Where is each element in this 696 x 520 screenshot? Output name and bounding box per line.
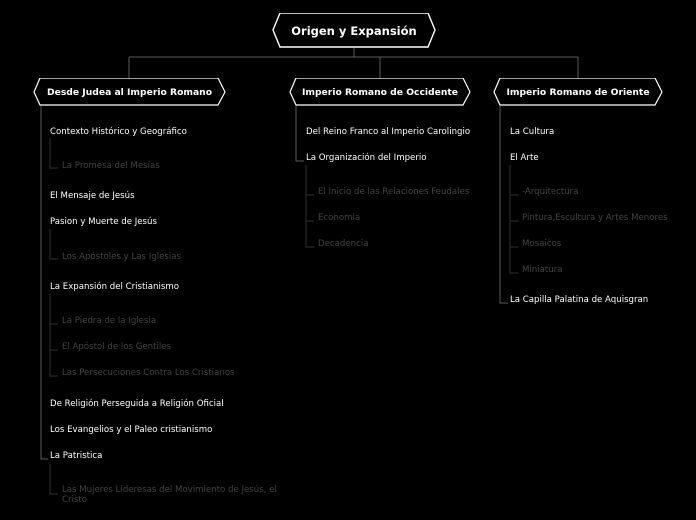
subtopic-economia[interactable]: Economia	[318, 213, 361, 223]
topic-contexto[interactable]: Contexto Histórico y Geográfico	[50, 127, 187, 137]
topic-patristica[interactable]: La Patristica	[50, 451, 103, 461]
topic-cultura[interactable]: La Cultura	[510, 127, 555, 137]
connector-5	[41, 106, 48, 459]
branch-occidente[interactable]: Imperio Romano de Occidente	[301, 86, 459, 98]
root-node[interactable]: Origen y Expansión	[291, 23, 417, 38]
connector-16	[500, 106, 508, 303]
connector-7	[50, 229, 58, 259]
subtopic-mosaicos[interactable]: Mosaicos	[522, 239, 562, 249]
topic-reino-franco[interactable]: Del Reino Franco al Imperio Carolingio	[306, 127, 471, 137]
connector-11	[50, 463, 58, 494]
connector-6	[50, 138, 58, 168]
topic-expansion[interactable]: La Expansión del Cristianismo	[50, 282, 179, 292]
connector-17	[510, 165, 518, 273]
topic-pasion[interactable]: Pasion y Muerte de Jesús	[50, 217, 157, 227]
topic-arte[interactable]: El Arte	[510, 153, 539, 163]
subtopic-relaciones-feudales[interactable]: El Inicio de las Relaciones Feudales	[318, 187, 470, 197]
topic-organizacion[interactable]: La Organización del Imperio	[306, 153, 427, 163]
subtopic-apostoles[interactable]: Los Apóstoles y Las Iglesias	[62, 252, 182, 262]
subtopic-persecuciones[interactable]: Las Persecuciones Contra Los Cristianos	[62, 368, 235, 378]
connector-8	[50, 294, 58, 376]
topic-religion-oficial[interactable]: De Religión Perseguida a Religión Oficial	[50, 399, 224, 409]
branch-oriente[interactable]: Imperio Romano de Oriente	[506, 86, 650, 98]
connector-13	[306, 165, 314, 247]
subtopic-pintura[interactable]: Pintura,Escultura y Artes Menores	[522, 213, 668, 223]
subtopic-piedra[interactable]: La Piedra de la Iglesia	[62, 316, 157, 326]
subtopic-miniatura[interactable]: Miniatura	[522, 265, 563, 275]
connector-12	[296, 106, 304, 161]
topic-capilla-palatina[interactable]: La Capilla Palatina de Aquisgran	[510, 295, 649, 305]
subtopic-decadencia[interactable]: Decadencia	[318, 239, 369, 249]
subtopic-apostol-gentiles[interactable]: El Apóstol de los Gentiles	[62, 342, 171, 352]
branch-judea[interactable]: Desde Judea al Imperio Romano	[46, 86, 213, 98]
topic-mensaje[interactable]: El Mensaje de Jesús	[50, 191, 135, 201]
subtopic-arquitectura[interactable]: -Arquitectura	[522, 187, 579, 197]
subtopic-mujeres-lideresas[interactable]: Las Mujeres Lideresas del Movimiento de Jesús, el Cristo	[62, 485, 277, 505]
subtopic-promesa[interactable]: La Promesa del Mesías	[62, 161, 160, 171]
topic-evangelios[interactable]: Los Evangelios y el Paleo cristianismo	[50, 425, 213, 435]
